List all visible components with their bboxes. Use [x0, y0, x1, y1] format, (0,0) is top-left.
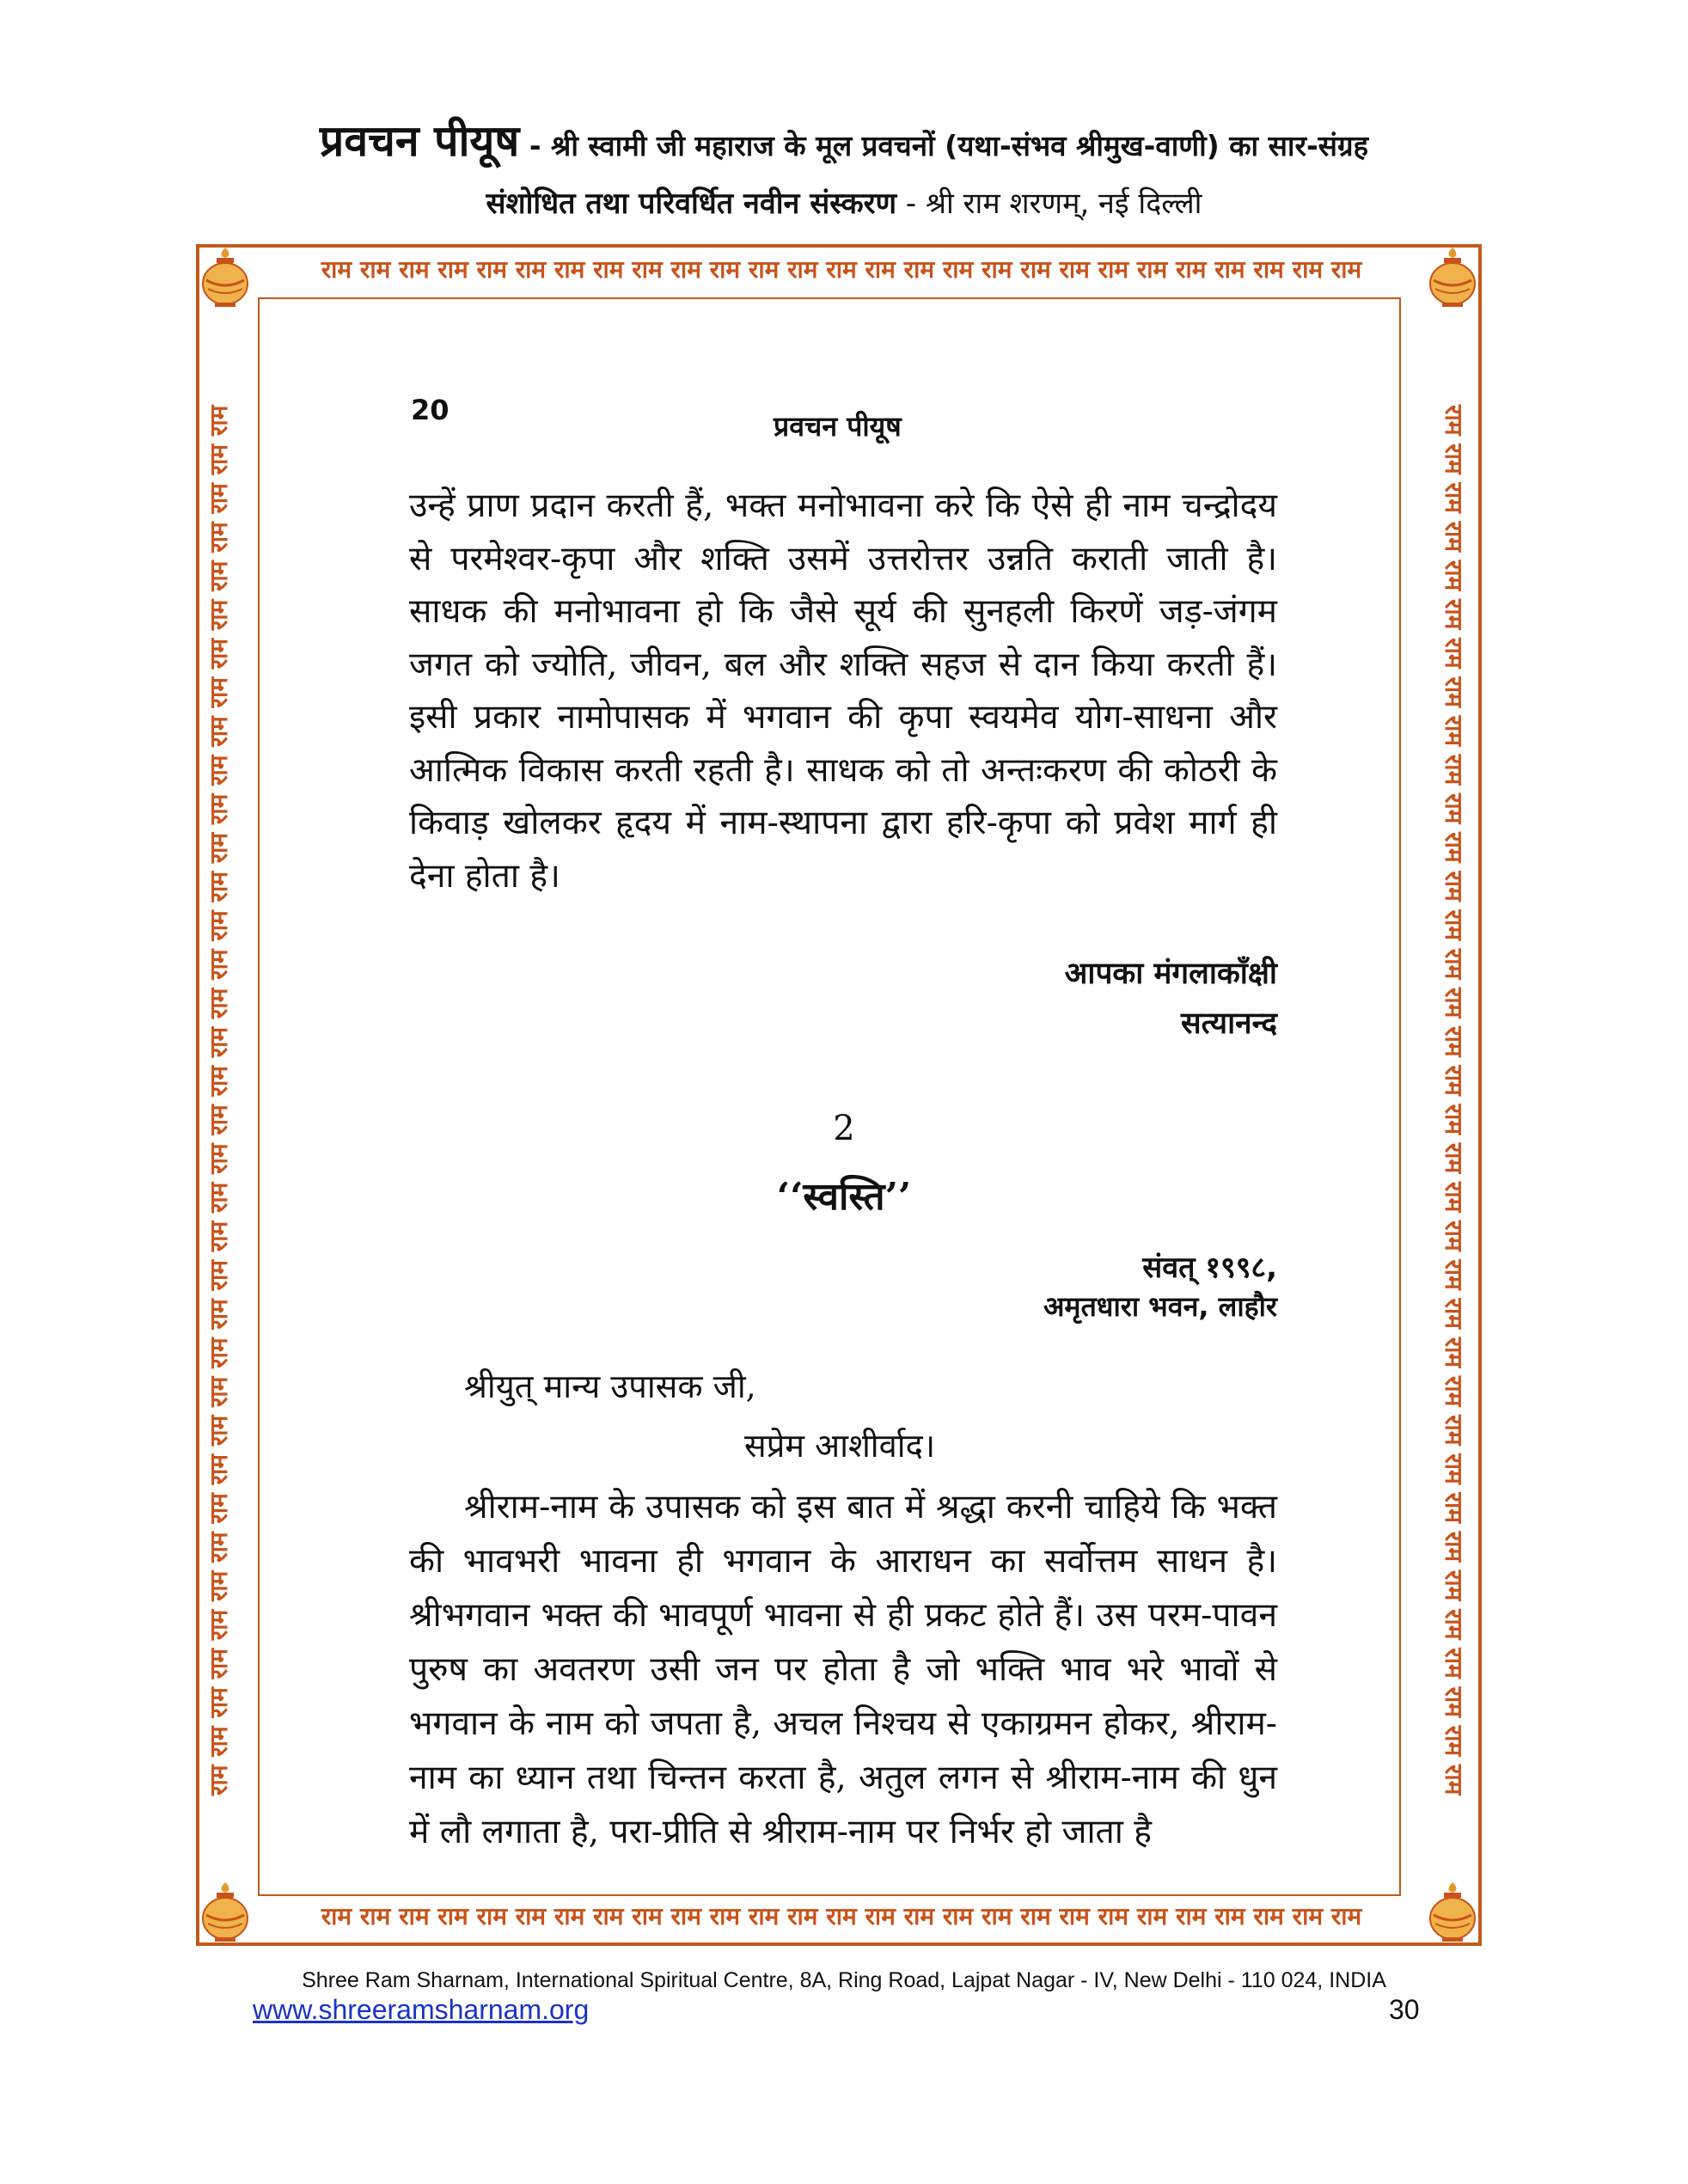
header-subtitle: - श्री स्वामी जी महाराज के मूल प्रवचनों (यथा-संभव श्रीमुख-वाणी) का सार-संग्रह [519, 129, 1369, 162]
section-number: 2 [833, 1109, 855, 1148]
paragraph-2 [409, 1480, 1277, 1859]
footer-address: Shree Ram Sharnam, International Spiritual Centre, 8A, Ring Road, Lajpat Nagar - IV, New Delhi - 110 024, INDIA [302, 1968, 1386, 1992]
kalash-icon [198, 246, 253, 308]
date-line-2: अमृतधारा भवन, लाहौर [1043, 1290, 1277, 1323]
salutation: श्रीयुत् मान्य उपासक जी, [464, 1367, 756, 1405]
ram-border-top: राम राम राम राम राम राम राम राम राम राम राम राम राम राम राम राम राम राम राम राम राम राम राम राम राम राम राम [321, 255, 1362, 284]
website-link[interactable]: www.shreeramsharnam.org [253, 1994, 590, 2025]
kalash-icon [198, 1881, 253, 1942]
kalash-icon [1425, 246, 1480, 308]
paragraph-2-text: श्रीराम-नाम के उपासक को इस बात में श्रद्धा करनी चाहिये कि भक्त की भावभरी भावना ही भगवान के आराधन का सर्वोत्तम साधन है। श्रीभगवान भक्त की भावपूर्ण भावना से ही प्रकट होते हैं। उस परम-पावन पुरुष का अवतरण उसी जन पर होता है जो भक्ति भाव भरे भावों से भगवान के नाम को जपता है, अचल निश्चय से एकाग्रमन होकर, श्रीराम-नाम का ध्यान तथा चिन्तन करता है, अतुल लगन से श्रीराम-नाम की धुन में लौ लगाता है, परा-प्रीति से श्रीराम-नाम पर निर्भर हो जाता है [409, 1488, 1277, 1851]
pdf-page-number: 30 [1389, 1994, 1420, 2025]
header-title: प्रवचन पीयूष [319, 116, 520, 166]
edition-line [0, 182, 1688, 222]
book-page-number: 20 [411, 394, 450, 426]
edition-rest: - श्री राम शरणम्, नई दिल्ली [896, 187, 1202, 221]
paragraph-1 [409, 480, 1277, 902]
ram-border-bottom: राम राम राम राम राम राम राम राम राम राम राम राम राम राम राम राम राम राम राम राम राम राम राम राम राम राम राम [321, 1902, 1362, 1930]
edition-bold: संशोधित तथा परिवर्धित नवीन संस्करण [486, 187, 897, 221]
paragraph-1-text: उन्हें प्राण प्रदान करती हैं, भक्त मनोभावना करे कि ऐसे ही नाम चन्द्रोदय से परमेश्वर-कृपा और शक्ति उसमें उत्तरोत्तर उन्नति कराती जाती है। साधक की मनोभावना हो कि जैसे सूर्य की सुनहली किरणें जड़-जंगम जगत को ज्योति, जीवन, बल और शक्ति सहज से दान किया करती हैं। इसी प्रकार नामोपासक में भगवान की कृपा स्वयमेव योग-साधना और आत्मिक विकास करती रहती है। साधक को तो अन्तःकरण की कोठरी के किवाड़ खोलकर हृदय में नाम-स्थापना द्वारा हरि-कृपा को प्रवेश मार्ग ही देना होता है। [409, 486, 1277, 896]
kalash-icon [1425, 1881, 1480, 1942]
signoff-line-2: सत्यानन्द [1180, 1006, 1277, 1041]
ram-border-left: राम राम राम राम राम राम राम राम राम राम राम राम राम राम राम राम राम राम राम राम राम राम राम राम राम राम राम राम राम राम राम राम राम राम राम राम [205, 405, 233, 1796]
section-title: ‘‘स्वस्ति’’ [776, 1175, 912, 1219]
document-header [0, 110, 1688, 168]
date-line-1: संवत् १९९८, [1142, 1251, 1277, 1285]
greeting: सप्रेम आशीर्वाद। [744, 1427, 936, 1465]
signoff-line-1: आपका मंगलाकाँक्षी [1064, 957, 1277, 991]
ram-border-right: राम राम राम राम राम राम राम राम राम राम राम राम राम राम राम राम राम राम राम राम राम राम राम राम राम राम राम राम राम राम राम राम राम राम राम राम [1440, 405, 1468, 1796]
running-title: प्रवचन पीयूष [774, 410, 902, 443]
